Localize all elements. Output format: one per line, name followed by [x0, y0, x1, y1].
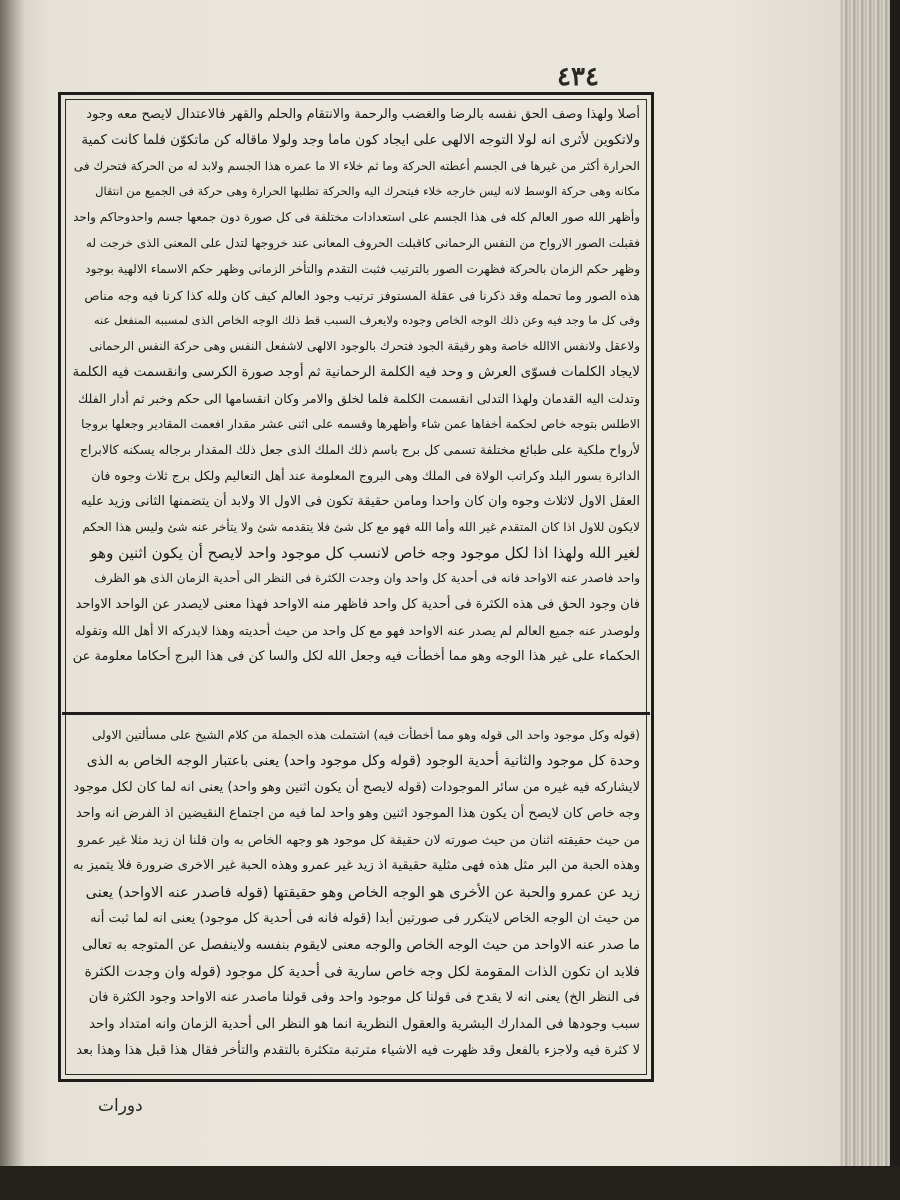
commentary-text-line: من حيث ان الوجه الخاص لايتكرر فى صورتين أبدا (قوله فانه فى أحدية كل موجود) يعنى انه لما ثبت أنه — [90, 911, 640, 927]
commentary-text-line: وجه خاص كان لايصح أن يكون هذا الموجود اثنين وهو واحد لما فيه من اجتماع النقيضين اذ الفرض انه واحد — [75, 805, 640, 821]
main-text-line: وأظهر الله صور العالم كله فى هذا الجسم على استعدادات مختلفة فى كل صورة دون جمعها جسم واحدوحاكم واحد — [73, 210, 640, 225]
main-text-line: الحرارة أكثر من غيرها فى الجسم أعطته الحركة وما ثم خلاء الا ما عمره هذا الجسم ولابد له من الحركة فتحرك فى — [73, 158, 640, 173]
main-text-line: ولاتكوين لأثرى انه لولا التوجه الالهى على ايجاد كون ماما وجد ولولا ماقاله كن ماتكوّن فلما كانت كمية — [81, 131, 640, 148]
main-text-line: لأرواح ملكية على طبائع مختلفة تسمى كل برج باسم ذلك الملك الذى جعل ذلك المقدار برجاله يسكنه كالابراج — [79, 442, 640, 458]
main-text-line: فان وجود الحق فى هذه الكثرة فى أحدية كل واحد فاظهر منه الاواحد فهذا معنى لايصدر عن الواحد الاواحد — [75, 597, 640, 613]
commentary-text-line: (قوله وكل موجود واحد الى قوله وهو مما أخطأت فيه) اشتملت هذه الجملة من كلام الشيخ على مسألتين الاولى — [92, 728, 640, 742]
main-commentary-separator — [62, 712, 650, 715]
main-text-block — [72, 102, 640, 670]
commentary-text-line: فى النظر الخ) يعنى انه لا يقدح فى قولنا كل موجود واحد وفى قولنا ماصدر عنه الاواحد وجود الكثرة فان — [88, 989, 640, 1005]
main-text-line: فقبلت الصور الارواح من النفس الرحمانى كاقبلت الحروف المعانى عند خروجها لتدل على المعنى الذى خرجت له — [85, 235, 640, 250]
main-text-line: مكانه وهى حركة الوسط لانه ليس خارجه خلاء فيتحرك اليه والحركة تطلبها الحرارة وهى حركة فى الجميع من انتقال — [95, 184, 640, 199]
main-text-line: الاطلس بتوجه خاص لحكمة أخفاها عمن شاء وأظهرها وقسمه على اثنى عشر مقدار افعمت المقادير وجعلها بروجا — [81, 416, 640, 431]
commentary-text-line: وحدة كل موجود والثانية أحدية الوجود (قوله وكل موجود واحد) يعنى باعتبار الوجه الخاص به الذى — [86, 753, 640, 770]
main-text-line: أصلا ولهذا وصف الحق نفسه بالرضا والغضب والرحمة والانتقام والحلم والقهر فالاعتدال لايصح معه وجود — [86, 107, 640, 122]
main-text-line: هذه الصور وما تحمله وقد ذكرنا فى عقلة المستوفز ترتيب وجود العالم كيف كان ولله كذا كرنا فيه وجه مناص — [84, 287, 640, 303]
main-text-line: وفى كل ما وجد فيه وعن ذلك الوجه الخاص وجوده ولايعرف السبب قط ذلك الوجه الخاص الذى لمسببه المنفعل عنه — [93, 313, 640, 328]
main-text-line: الدائرة بسور البلد وكراتب الولاة فى الملك وهى البروج المعلومة عند أهل التعاليم ولكل برج ثلاث وجوه فان — [91, 468, 640, 484]
main-text-line: لغير الله ولهذا اذا لكل موجود وجه خاص لانسب كل موجود واحد لايصح أن يكون اثنين وهو — [90, 543, 640, 562]
main-text-line: العقل الاول لاثلاث وجوه وان كان واحدا ومامن حقيقة تكون فى الاول الا ولابد أن يتضمنها الثانى وزيد عليه — [80, 493, 640, 509]
main-text-line: ولاعقل ولانفس الاالله خاصة وهو رقيقة الجود فتحرك بالوجود الالهى لاشفعل النفس وهى حركة النفس الرحمانى — [89, 339, 640, 354]
catchword: دورات — [98, 1096, 143, 1116]
main-text-line: ولوصدر عنه جميع العالم لم يصدر عنه الاواحد فهو مع كل واحد من حيث أحديته وهذا لايدركه الا أهل الله وتقوله — [75, 622, 640, 638]
commentary-text-line: سبب وجودها فى المدارك البشرية والعقول النظرية انما هو النظر الى أحدية الزمان وانه امتداد واحد — [88, 1016, 640, 1033]
main-text-line: لايكون للاول اذا كان المتقدم غير الله وأما الله فهو مع كل شئ فلا يتقدمه شئ ولا يتأخر عنه شئ وليس هذا الحكم — [82, 519, 640, 534]
commentary-text-line: من حيث حقيقته اثنان من حيث صورته لان حقيقة كل موجود هو وجهه الخاص به وان قلنا ان زيد مثلا غير عمرو — [77, 832, 640, 848]
commentary-text-line: فلابد ان تكون الذات المقومة لكل وجه خاص سارية فى أحدية كل موجود (قوله وان وجدت الكثرة — [84, 963, 640, 980]
commentary-text-line: ما صدر عنه الاواحد من حيث الوجه الخاص والوجه معنى لايقوم بنفسه ولاينفصل عن المتوجه به تعالى — [82, 937, 640, 954]
main-text-line: واحد فاصدر عنه الاواحد فانه فى أحدية كل واحد وان وجدت الكثرة فى النظر الى أحدية الزمان الذى هو الظرف — [94, 571, 640, 586]
commentary-text-line: لايشاركه فيه غيره من سائر الموجودات (قوله لايصح أن يكون اثنين وهو واحد) يعنى انه لما كان لكل موجود — [73, 779, 640, 795]
commentary-text-line: زيد عن عمرو والحبة عن الأخرى هو الوجه الخاص وهو حقيقتها (قوله فاصدر عنه الاواحد) يعنى — [85, 884, 640, 901]
main-text-line: وظهر حكم الزمان بالحركة فظهرت الصور بالترتيب فثبت التقدم والتأخر الزمانى وظهر حكم الاسماء الالهية بوجود — [85, 261, 640, 276]
page-number: ٤٣٤ — [557, 62, 599, 92]
scan-bottom-border — [0, 1166, 900, 1200]
commentary-text-line: وهذه الحبة من البر مثل هذه فهى مثلية حقيقية اذ زيد غير عمرو وهذه الحبة غير الاخرى ضرورة فلا يتميز به — [72, 858, 640, 874]
commentary-text-block — [72, 722, 640, 1064]
main-text-line: الحكماء على غير هذا الوجه وهو مما أخطأت فيه وجعل الله لكل والسا كن فى هذا البرج أحكاما معلومة عن — [72, 648, 640, 664]
commentary-text-line: لا كثرة فيه ولاجزء بالفعل وقد ظهرت فيه الاشياء مترتبة متكثرة بالتقدم والتأخر فقال هذا قبل هذا وهذا بعد — [76, 1042, 640, 1058]
page-stack-edge — [840, 0, 900, 1200]
page-gutter-shadow — [0, 0, 24, 1200]
main-text-line: لايجاد الكلمات فسوّى العرش و وحد فيه الكلمة الرحمانية ثم أوجد صورة الكرسى وانقسمت فيه الكلمة — [72, 363, 640, 380]
main-text-line: وتدلت اليه القدمان ولهذا التدلى انقسمت الكلمة فلما لخلق والامر وكان انقسامها الى حكم وخبر ثم أدار الفلك — [78, 390, 640, 406]
